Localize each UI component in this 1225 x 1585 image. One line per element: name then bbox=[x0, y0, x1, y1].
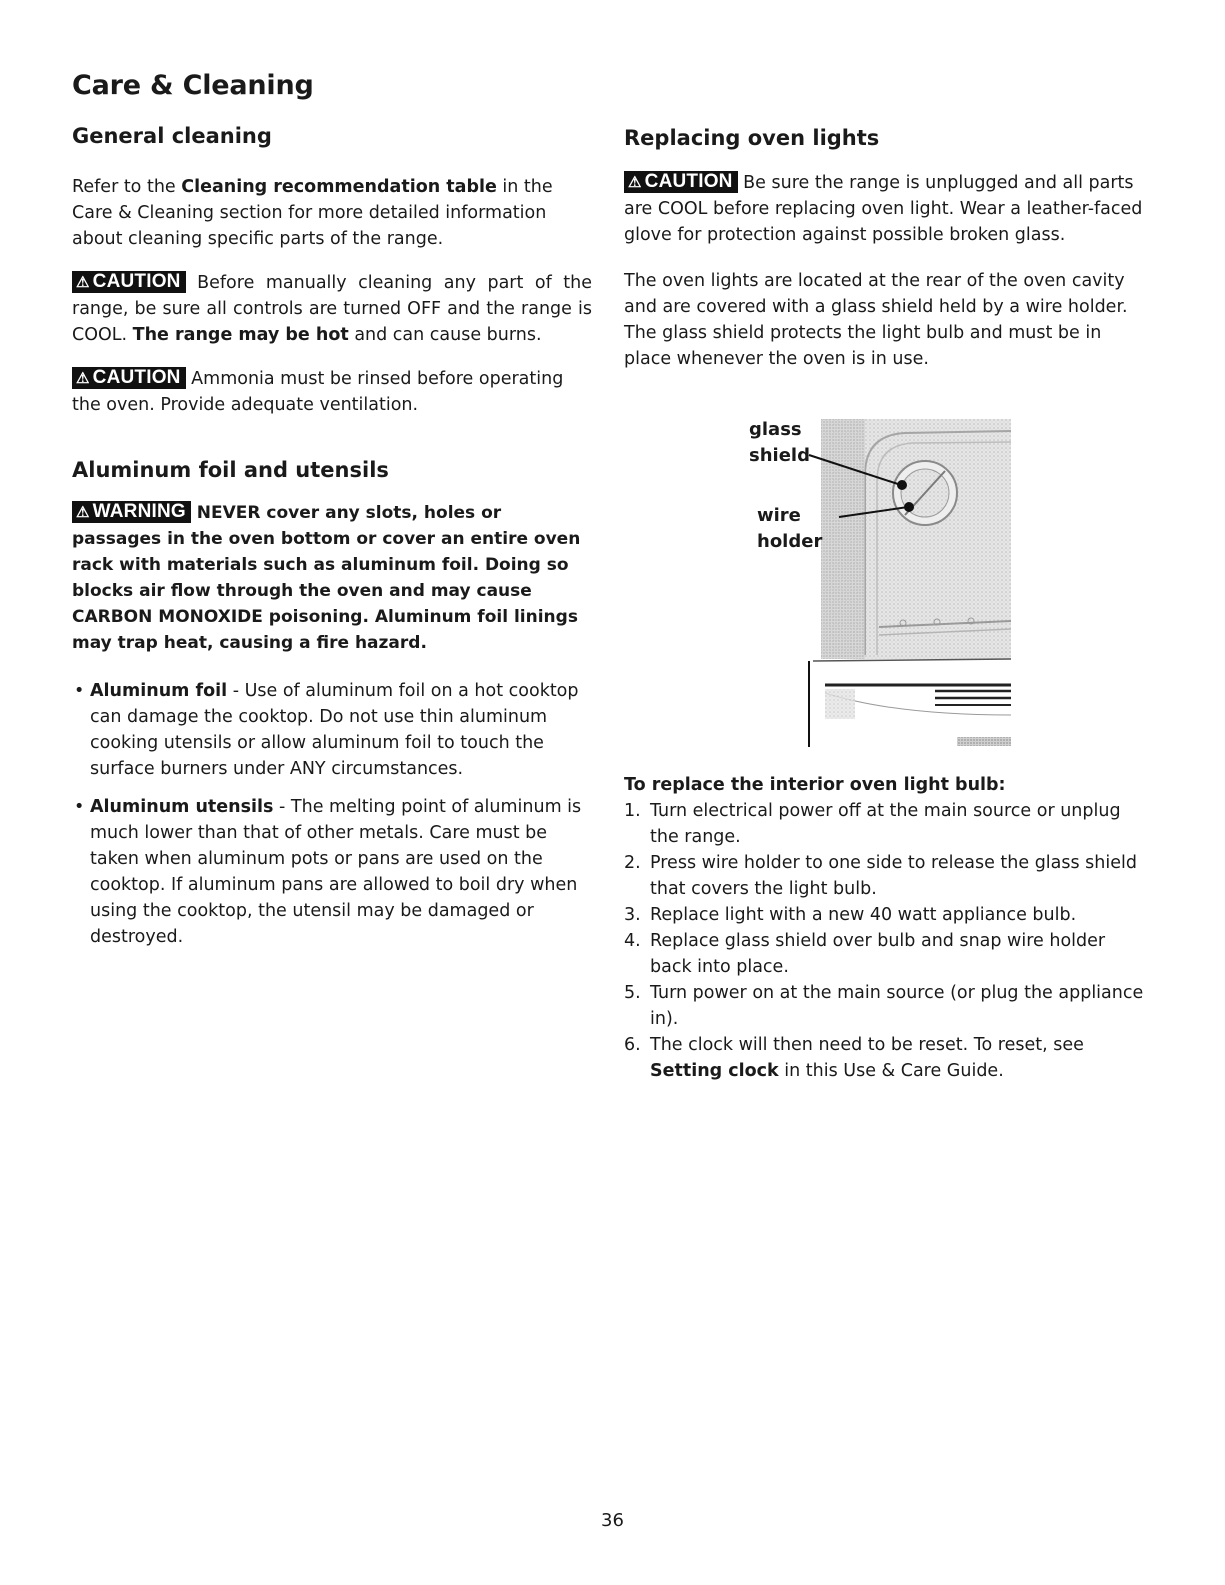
oven-lights-description: The oven lights are located at the rear of the oven cavity and are covered with a glass shield held by a wire holder. The glass shield protects the light bulb and must be in place whenever the oven is in use. bbox=[624, 271, 1128, 369]
warning-text: NEVER cover any slots, holes or passages in the oven bottom or cover an entire oven rack with materials such as aluminum foil. Doing so blocks air flow through the oven and may cause CARBON MONOXIDE poisoning. Aluminum foil linings may trap heat, causing a fire hazard. bbox=[72, 503, 581, 653]
caution2-text: Ammonia must be rinsed before operating the oven. Provide adequate ventilation. bbox=[72, 369, 564, 415]
bullet-title: Aluminum utensils bbox=[90, 797, 274, 817]
step-text-post: in this Use & Care Guide. bbox=[778, 1061, 1004, 1081]
list-item bbox=[624, 980, 1148, 1032]
right-column bbox=[624, 126, 1148, 372]
caution-badge bbox=[72, 367, 186, 389]
step-number: 5. bbox=[624, 983, 641, 1003]
lights-caution-text: Be sure the range is unplugged and all parts are COOL before replacing oven light. Wear a leather-faced glove for protection against possible broken glass. bbox=[624, 173, 1143, 245]
label-glass: glass bbox=[749, 419, 802, 440]
warning-triangle-icon: ⚠ bbox=[76, 504, 90, 521]
general-intro-post: in the Care & Cleaning section for more detailed information about cleaning specific parts of the range. bbox=[72, 177, 553, 249]
caution1-post: and can cause burns. bbox=[348, 325, 542, 345]
list-item bbox=[624, 1032, 1148, 1084]
caution-manual-cleaning bbox=[72, 270, 592, 348]
steps-heading: To replace the interior oven light bulb: bbox=[624, 775, 1006, 795]
steps-list bbox=[624, 798, 1148, 1084]
list-item bbox=[624, 850, 1148, 902]
general-intro bbox=[72, 174, 592, 252]
step-number: 4. bbox=[624, 931, 641, 951]
left-column bbox=[72, 124, 592, 962]
step-text: Replace light with a new 40 watt appliance bulb. bbox=[650, 905, 1077, 925]
aluminum-foil-heading: Aluminum foil and utensils bbox=[72, 458, 389, 482]
label-shield: shield bbox=[749, 445, 810, 466]
warning-badge-label: WARNING bbox=[92, 501, 186, 522]
step-text: The clock will then need to be reset. To reset, see bbox=[650, 1035, 1084, 1055]
list-item bbox=[72, 794, 592, 950]
warning-aluminum-foil bbox=[72, 500, 592, 656]
warning-badge bbox=[72, 501, 191, 523]
replacing-oven-lights-heading: Replacing oven lights bbox=[624, 126, 880, 150]
step-text: Turn power on at the main source (or plug the appliance in). bbox=[650, 983, 1144, 1029]
caution-badge bbox=[624, 171, 738, 193]
caution-badge bbox=[72, 271, 186, 293]
warning-triangle-icon: ⚠ bbox=[76, 274, 90, 291]
warning-triangle-icon: ⚠ bbox=[628, 174, 642, 191]
setting-clock-ref: Setting clock bbox=[650, 1061, 779, 1081]
bullet-text: - The melting point of aluminum is much lower than that of other metals. Care must be taken when aluminum pots or pans are used on the cooktop. If aluminum pans are allowed to boil dry when using the cooktop, the utensil may be damaged or destroyed. bbox=[90, 797, 582, 947]
list-item bbox=[624, 928, 1148, 980]
step-text: Turn electrical power off at the main source or unplug the range. bbox=[650, 801, 1121, 847]
bullet-text: - Use of aluminum foil on a hot cooktop can damage the cooktop. Do not use thin aluminum cooking utensils or allow aluminum foil to touch the surface burners under ANY circumstances. bbox=[90, 681, 579, 779]
caution-oven-light bbox=[624, 170, 1148, 248]
caution-badge-label: CAUTION bbox=[92, 367, 181, 388]
foil-bullet-list bbox=[72, 678, 592, 950]
cleaning-table-ref: Cleaning recommendation table bbox=[181, 177, 497, 197]
caution1-bold: The range may be hot bbox=[132, 325, 349, 345]
oven-light-figure bbox=[745, 415, 1015, 750]
step-number: 2. bbox=[624, 853, 641, 873]
step-text: Press wire holder to one side to release the glass shield that covers the light bulb. bbox=[650, 853, 1137, 899]
step-number: 1. bbox=[624, 801, 641, 821]
step-number: 6. bbox=[624, 1035, 641, 1055]
general-cleaning-heading: General cleaning bbox=[72, 124, 272, 148]
list-item bbox=[624, 798, 1148, 850]
list-item bbox=[624, 902, 1148, 928]
general-intro-pre: Refer to the bbox=[72, 177, 182, 197]
warning-triangle-icon: ⚠ bbox=[76, 370, 90, 387]
caution1-pre: Before manually cleaning any part of the range, be sure all controls are turned OFF and the range is COOL. bbox=[72, 273, 592, 345]
step-number: 3. bbox=[624, 905, 641, 925]
list-item bbox=[72, 678, 592, 782]
label-holder: holder bbox=[757, 531, 823, 552]
caution-badge-label: CAUTION bbox=[644, 171, 733, 192]
page-title: Care & Cleaning bbox=[72, 70, 314, 101]
step-text: Replace glass shield over bulb and snap wire holder back into place. bbox=[650, 931, 1106, 977]
bullet-title: Aluminum foil bbox=[90, 681, 228, 701]
replace-steps-section bbox=[624, 772, 1148, 1084]
page-number: 36 bbox=[601, 1510, 624, 1531]
caution-badge-label: CAUTION bbox=[92, 271, 181, 292]
caution-ammonia bbox=[72, 366, 592, 418]
label-wire: wire bbox=[757, 505, 801, 526]
